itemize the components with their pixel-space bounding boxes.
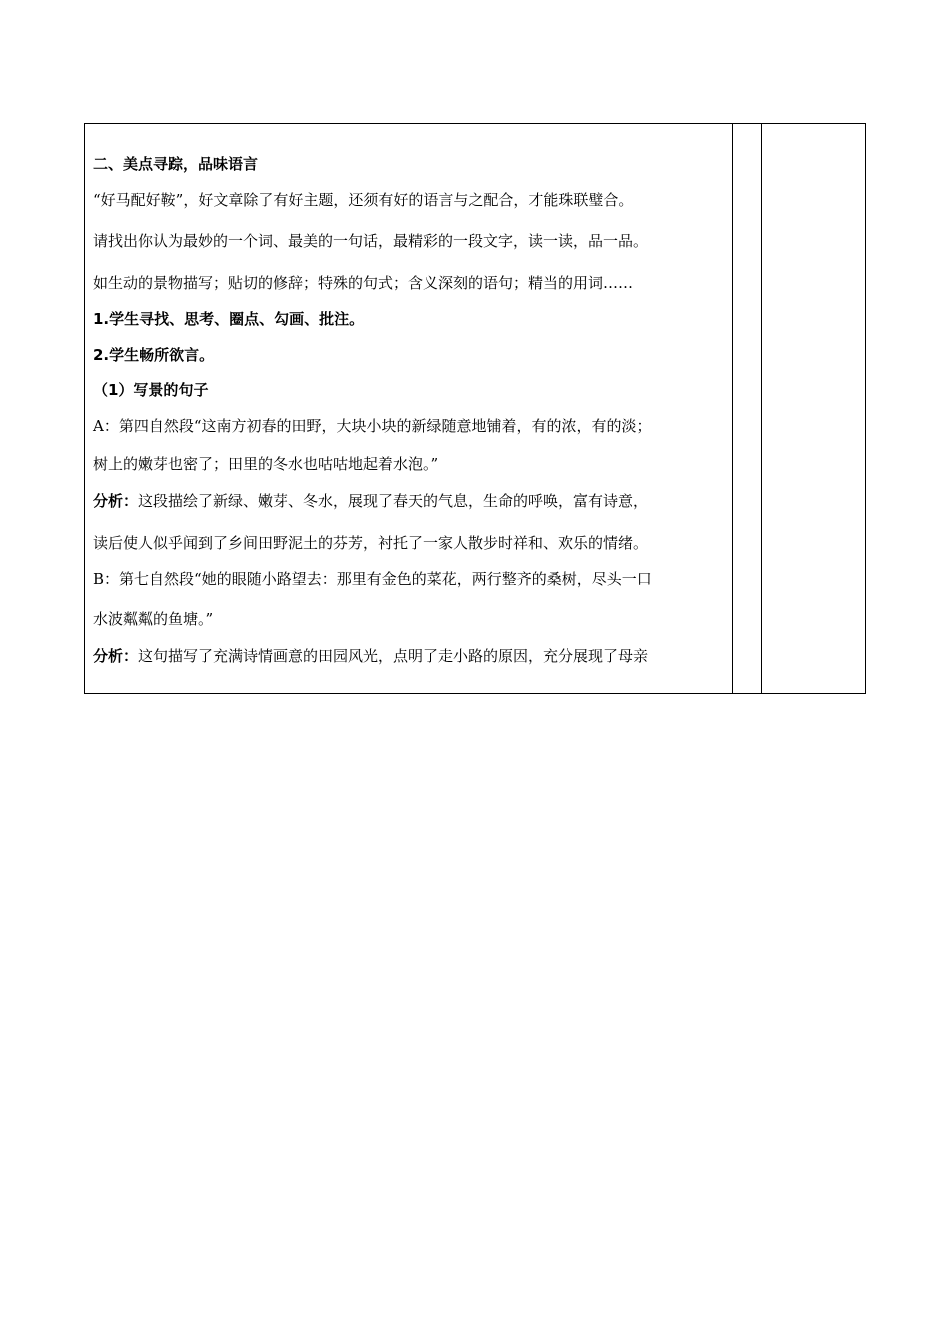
- analysis-a-line-1: [93, 491, 648, 511]
- intro-line-1: “好马配好鞍”，好文章除了有好主题，还须有好的语言与之配合，才能珠联璧合。: [93, 191, 634, 209]
- analysis-b-line-1: [93, 646, 648, 666]
- example-a-line-1: A：第四自然段“这南方初春的田野，大块小块的新绿随意地铺着，有的浓，有的淡；: [93, 417, 652, 435]
- subheading-scenery-sentences: （1）写景的句子: [93, 381, 209, 399]
- step-1: 1.学生寻找、思考、圈点、勾画、批注。: [93, 310, 365, 328]
- example-a-line-2: 树上的嫩芽也密了；田里的冬水也咕咕地起着水泡。”: [93, 455, 439, 473]
- analysis-a-line-2: 读后使人似乎闻到了乡间田野泥土的芬芳，衬托了一家人散步时祥和、欢乐的情绪。: [93, 534, 649, 552]
- analysis-b-text: 这句描写了充满诗情画意的田园风光，点明了走小路的原因，充分展现了母亲: [138, 647, 649, 665]
- analysis-a-text: 这段描绘了新绿、嫩芽、冬水，展现了春天的气息，生命的呼唤，富有诗意，: [138, 492, 649, 510]
- main-content-cell: [85, 124, 733, 693]
- section-heading: 二、美点寻踪，品味语言: [93, 155, 259, 173]
- analysis-label: 分析：: [93, 647, 139, 665]
- intro-line-3: 如生动的景物描写；贴切的修辞；特殊的句式；含义深刻的语句；精当的用词……: [93, 274, 634, 292]
- notes-empty-cell: [762, 124, 865, 693]
- analysis-label: 分析：: [93, 492, 139, 510]
- document-table: [84, 123, 866, 694]
- narrow-empty-cell: [733, 124, 762, 693]
- intro-line-2: 请找出你认为最妙的一个词、最美的一句话，最精彩的一段文字，读一读，品一品。: [93, 232, 649, 250]
- example-b-line-2: 水波粼粼的鱼塘。”: [93, 610, 214, 628]
- step-2: 2.学生畅所欲言。: [93, 346, 215, 364]
- example-b-line-1: B：第七自然段“她的眼随小路望去：那里有金色的菜花，两行整齐的桑树，尽头一口: [93, 570, 652, 588]
